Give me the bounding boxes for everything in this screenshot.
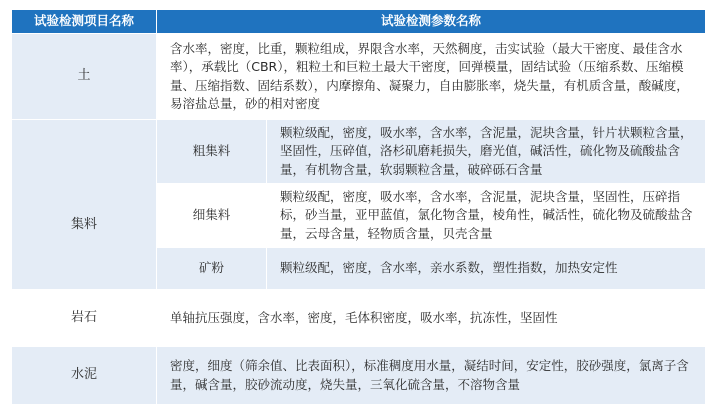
subcategory-mineral-powder: 矿粉 [157, 248, 267, 290]
subcategory-fine-aggregate: 细集料 [157, 184, 267, 248]
header-item-name: 试验检测项目名称 [12, 10, 157, 34]
test-parameter-table-container [11, 9, 706, 405]
table-row-rock [12, 290, 706, 347]
table-row-cement [12, 347, 706, 405]
params-fine-aggregate: 颗粒级配，密度，吸水率，含水率，含泥量，泥块含量，坚固性，压碎指标，砂当量，亚甲蓝值，氯化物含量，棱角性，碱活性，硫化物及硫酸盐含量，云母含量，轻物质含量，贝壳含量 [267, 184, 706, 248]
subcategory-coarse-aggregate: 粗集料 [157, 120, 267, 184]
category-aggregate: 集料 [12, 120, 157, 290]
params-coarse-aggregate: 颗粒级配，密度，吸水率，含水率，含泥量，泥块含量，针片状颗粒含量，坚固性，压碎值，洛杉矶磨耗损失，磨光值，碱活性，硫化物及硫酸盐含量，有机物含量，软弱颗粒含量，破碎砾石含量 [267, 120, 706, 184]
header-param-name: 试验检测参数名称 [157, 10, 706, 34]
table-row-coarse-aggregate [12, 120, 706, 184]
test-parameter-table [11, 9, 706, 405]
table-row-soil [12, 34, 706, 120]
category-cement: 水泥 [12, 347, 157, 405]
category-soil: 土 [12, 34, 157, 120]
params-rock: 单轴抗压强度，含水率，密度，毛体积密度，吸水率，抗冻性，坚固性 [157, 290, 706, 347]
table-header-row [12, 10, 706, 34]
category-rock: 岩石 [12, 290, 157, 347]
params-soil: 含水率，密度，比重，颗粒组成，界限含水率，天然稠度，击实试验（最大干密度、最佳含水率），承载比（CBR），粗粒土和巨粒土最大干密度，回弹模量，固结试验（压缩系数、压缩模量、压缩指数、固结系数），内摩擦角、凝聚力，自由膨胀率，烧失量，有机质含量，酸碱度，易溶盐总量，砂的相对密度 [157, 34, 706, 120]
params-cement: 密度，细度（筛余值、比表面积），标准稠度用水量，凝结时间，安定性，胶砂强度，氯离子含量，碱含量，胶砂流动度，烧失量，三氧化硫含量，不溶物含量 [157, 347, 706, 405]
params-mineral-powder: 颗粒级配，密度，含水率，亲水系数，塑性指数，加热安定性 [267, 248, 706, 290]
